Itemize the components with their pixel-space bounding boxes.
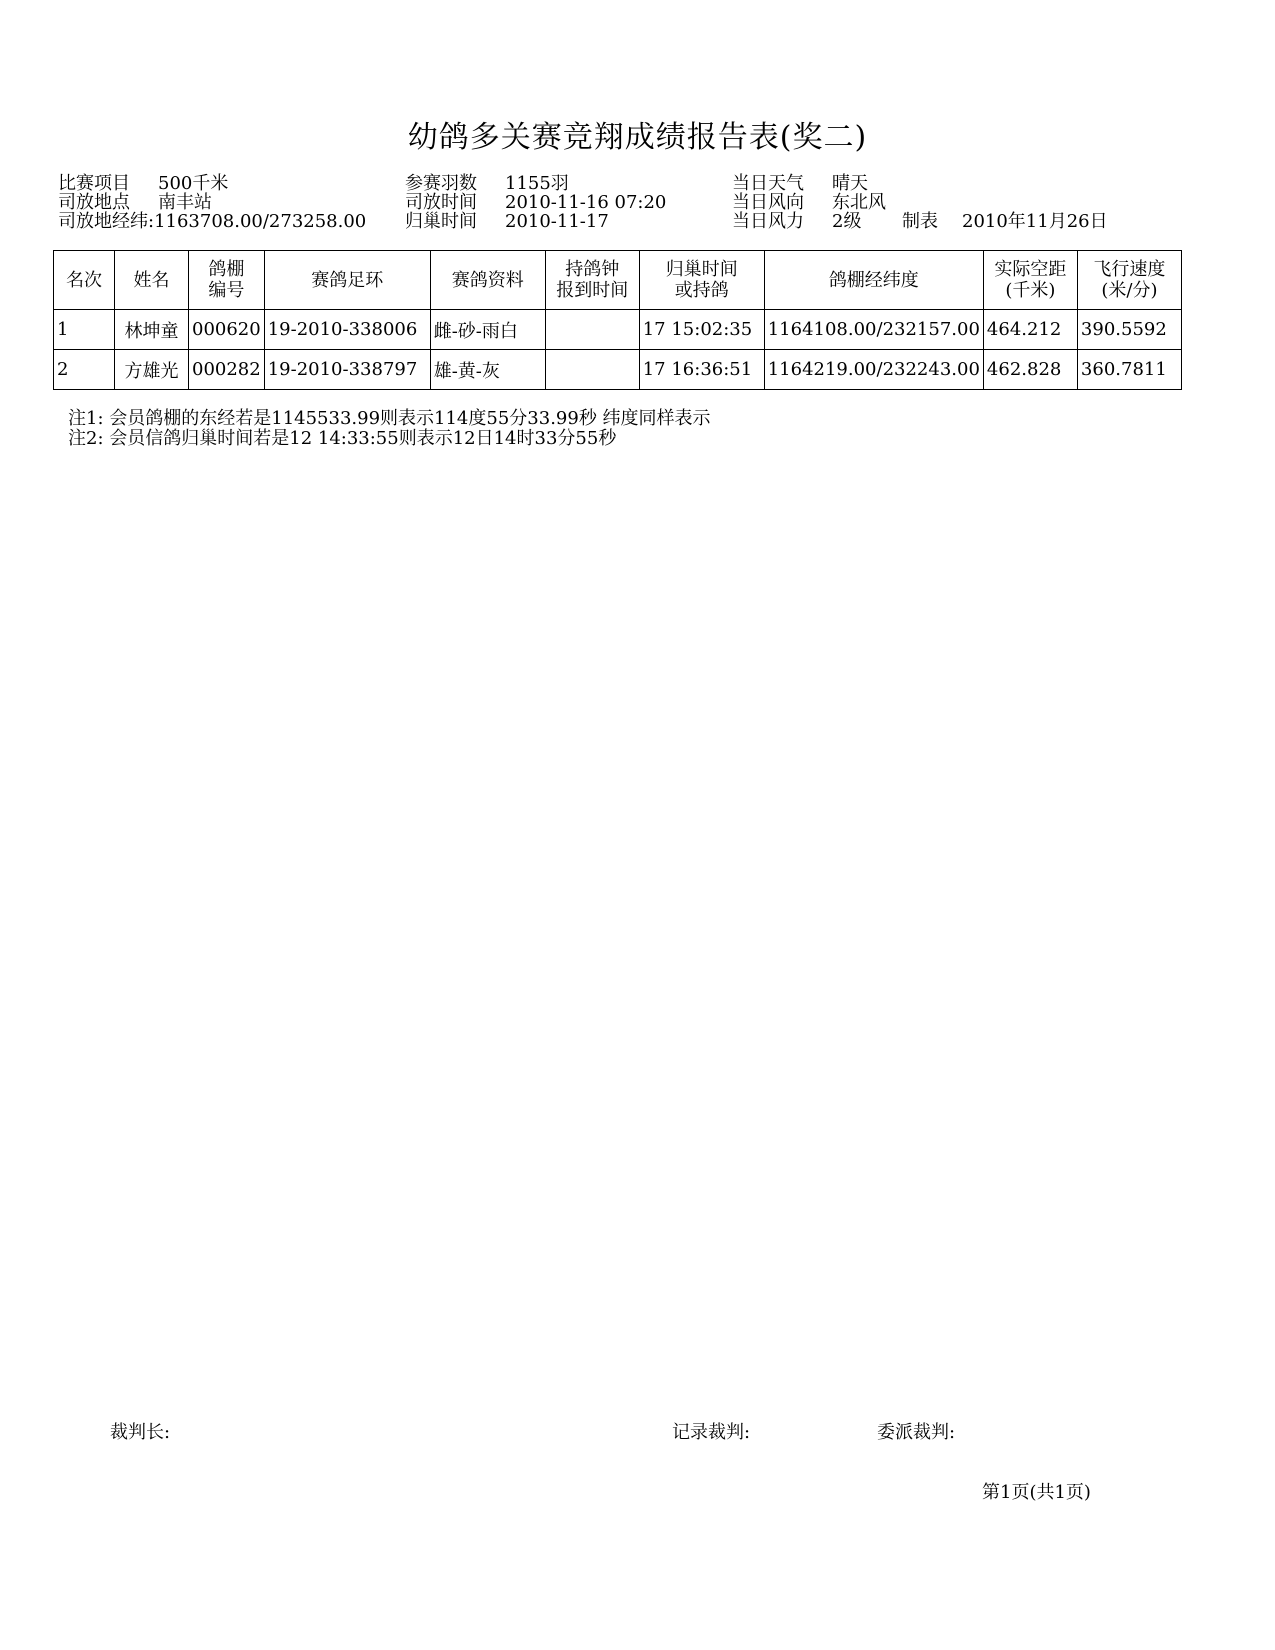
info-wind-direction [732, 193, 886, 213]
cell-distance: 462.828 [983, 350, 1077, 390]
release-site-value: 南丰站 [158, 192, 212, 213]
info-event [58, 174, 228, 194]
appointed-judge-label: 委派裁判: [877, 1422, 956, 1443]
cell-ring: 19-2010-338797 [264, 350, 430, 390]
header-arrival-time: 归巢时间 或持鸽 [639, 251, 764, 310]
release-time-label: 司放时间 [405, 192, 477, 213]
note-1: 注1: 会员鸽棚的东经若是1145533.99则表示114度55分33.99秒 纬度同样表示 [68, 408, 711, 429]
release-site-label: 司放地点 [58, 192, 130, 213]
entries-label: 参赛羽数 [405, 173, 477, 194]
cell-speed: 360.7811 [1077, 350, 1181, 390]
info-weather [732, 174, 868, 194]
cell-arrival-time: 17 16:36:51 [639, 350, 764, 390]
header-clock-time: 持鸽钟 报到时间 [545, 251, 639, 310]
cell-distance: 464.212 [983, 310, 1077, 350]
page-number: 第1页(共1页) [982, 1482, 1091, 1503]
report-title: 幼鸽多关赛竞翔成绩报告表(奖二) [407, 120, 868, 155]
wind-force-label: 当日风力 [732, 211, 804, 232]
cell-loft-coords: 1164108.00/232157.00 [764, 310, 983, 350]
cell-loft-number: 000282 [189, 350, 265, 390]
cell-arrival-time: 17 15:02:35 [639, 310, 764, 350]
header-ring: 赛鸽足环 [264, 251, 430, 310]
wind-direction-label: 当日风向 [732, 192, 804, 213]
weather-value: 晴天 [832, 173, 868, 194]
cell-ring: 19-2010-338006 [264, 310, 430, 350]
cell-clock-time [545, 350, 639, 390]
cell-bird-info: 雌-砂-雨白 [430, 310, 545, 350]
return-time-value: 2010-11-17 [505, 211, 609, 232]
cell-name: 方雄光 [115, 350, 189, 390]
header-loft-coords: 鸽棚经纬度 [764, 251, 983, 310]
release-coords: 司放地经纬:1163708.00/273258.00 [58, 211, 367, 232]
chief-judge-label: 裁判长: [110, 1422, 171, 1443]
header-speed: 飞行速度 (米/分) [1077, 251, 1181, 310]
header-bird-info: 赛鸽资料 [430, 251, 545, 310]
info-release-site [58, 193, 212, 213]
info-wind-force [732, 212, 1108, 232]
results-table [53, 250, 1182, 390]
cell-rank: 1 [54, 310, 115, 350]
event-label: 比赛项目 [58, 173, 130, 194]
entries-value: 1155羽 [505, 173, 569, 194]
info-release-time [405, 193, 666, 213]
event-value: 500千米 [158, 173, 229, 194]
made-label: 制表 [902, 211, 938, 232]
cell-name: 林坤童 [115, 310, 189, 350]
cell-loft-number: 000620 [189, 310, 265, 350]
cell-clock-time [545, 310, 639, 350]
return-time-label: 归巢时间 [405, 211, 477, 232]
info-return-time [405, 212, 609, 232]
wind-force-value: 2级 [832, 211, 862, 232]
made-date: 2010年11月26日 [962, 211, 1108, 232]
header-loft-number: 鸽棚 编号 [189, 251, 265, 310]
note-2: 注2: 会员信鸽归巢时间若是12 14:33:55则表示12日14时33分55秒 [68, 428, 617, 449]
header-distance: 实际空距 (千米) [983, 251, 1077, 310]
cell-rank: 2 [54, 350, 115, 390]
cell-bird-info: 雄-黄-灰 [430, 350, 545, 390]
cell-speed: 390.5592 [1077, 310, 1181, 350]
info-entries [405, 174, 569, 194]
wind-direction-value: 东北风 [832, 192, 886, 213]
weather-label: 当日天气 [732, 173, 804, 194]
release-time-value: 2010-11-16 07:20 [505, 192, 667, 213]
table-row [54, 310, 1182, 350]
header-rank: 名次 [54, 251, 115, 310]
cell-loft-coords: 1164219.00/232243.00 [764, 350, 983, 390]
record-judge-label: 记录裁判: [672, 1422, 751, 1443]
table-header-row [54, 251, 1182, 310]
header-name: 姓名 [115, 251, 189, 310]
table-row [54, 350, 1182, 390]
